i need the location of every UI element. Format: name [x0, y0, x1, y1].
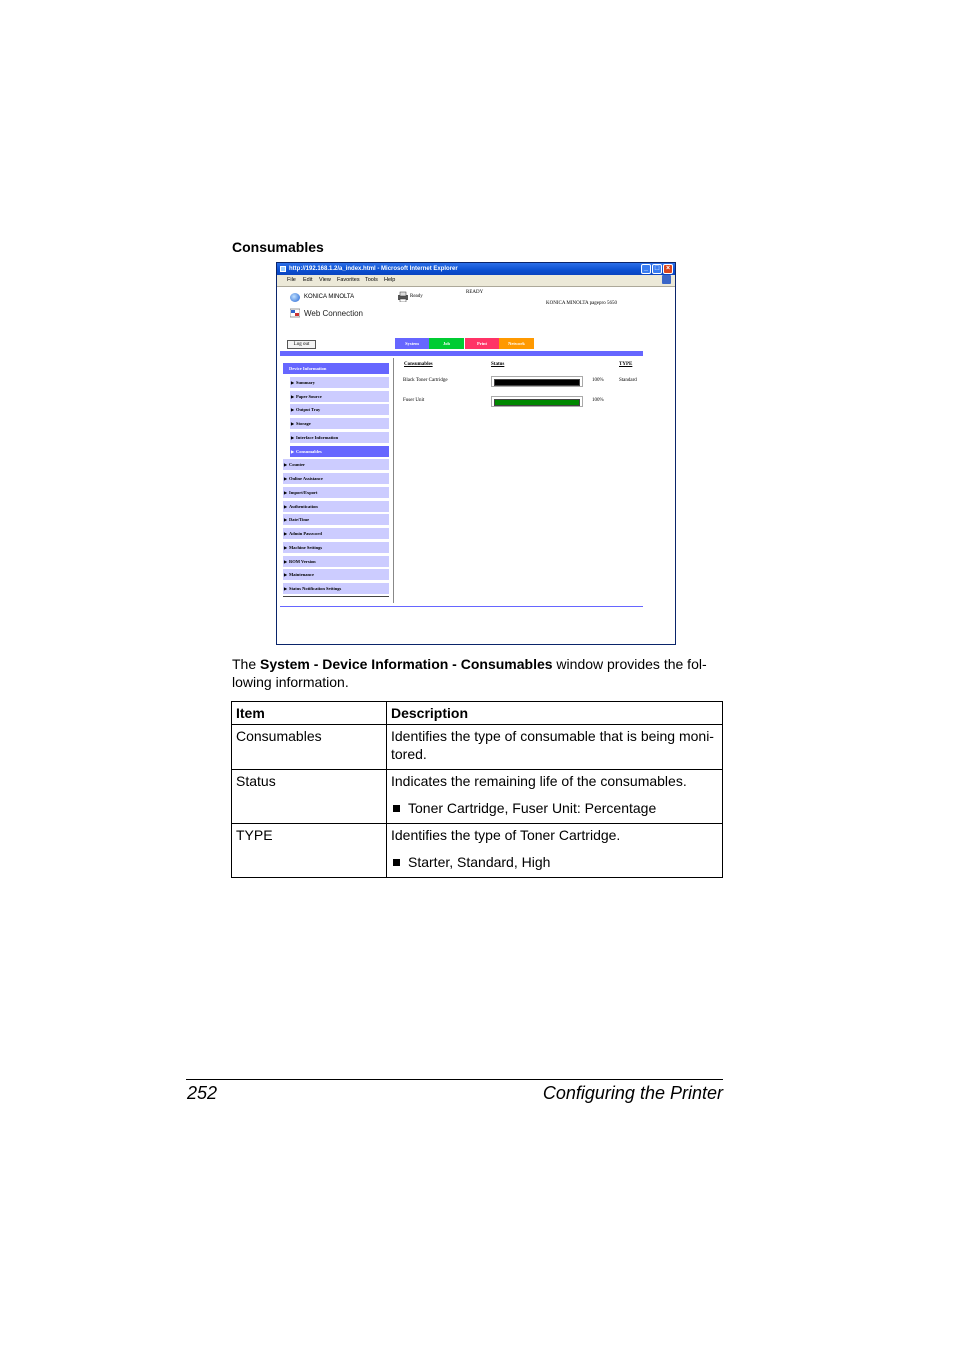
bullet-item — [391, 799, 718, 817]
menu-view[interactable]: View — [319, 277, 331, 283]
bullet-square-icon — [393, 805, 400, 812]
sidebar-item-online-assistance[interactable] — [283, 473, 389, 484]
ie-page-icon — [280, 266, 286, 272]
intro-paragraph — [232, 655, 724, 691]
web-connection-title: Web Connection — [304, 309, 363, 318]
header-description: Description — [387, 702, 723, 725]
tab-network[interactable]: Network — [499, 338, 534, 349]
window-title: http://192.168.1.2/a_index.html - Microsoft Internet Explorer — [289, 266, 458, 272]
sidebar-item-label: Date/Time — [289, 517, 310, 523]
consumable-name: Black Toner Cartridge — [403, 378, 448, 383]
sidebar-item-label: Output Tray — [296, 407, 321, 413]
intro-text-end: window provides the fol-lowing information. — [232, 656, 707, 690]
konica-minolta-logo-icon — [290, 293, 300, 302]
col-type-header: TYPE — [619, 362, 633, 367]
brand-name: KONICA MINOLTA — [304, 294, 355, 300]
sidebar-item-paper-source[interactable] — [290, 391, 389, 402]
sidebar-item-authentication[interactable] — [283, 501, 389, 512]
arrow-right-icon: ▶ — [291, 379, 295, 385]
section-title: Consumables — [232, 239, 324, 255]
browser-screenshot — [276, 262, 676, 645]
minimize-icon[interactable]: _ — [641, 264, 651, 274]
tab-job[interactable]: Job — [429, 338, 464, 349]
bullet-square-icon — [393, 859, 400, 866]
tab-bar-underline — [280, 351, 643, 356]
sidebar-item-label: Consumables — [296, 448, 322, 454]
sidebar-item-label: Storage — [296, 421, 311, 426]
fuser-level-fill — [494, 399, 580, 406]
page-number: 252 — [187, 1083, 218, 1103]
bullet-text: Toner Cartridge, Fuser Unit: Percentage — [408, 800, 657, 816]
tab-print[interactable]: Print — [465, 338, 499, 349]
toner-percent: 100% — [592, 378, 604, 383]
logout-button[interactable]: Log out — [287, 340, 316, 349]
sidebar-item-storage[interactable] — [290, 418, 389, 429]
arrow-right-icon: ▶ — [284, 586, 288, 591]
sidebar-item-device-information[interactable] — [283, 363, 389, 374]
tab-system[interactable]: System — [395, 338, 429, 349]
description-text: Indicates the remaining life of the consumables. — [391, 773, 687, 789]
menu-favorites[interactable]: Favorites — [337, 277, 360, 283]
table-row — [232, 725, 723, 770]
printer-ready-label: Ready — [410, 294, 423, 299]
sidebar-item-date-time[interactable] — [283, 514, 389, 525]
sidebar-item-admin-password[interactable] — [283, 528, 389, 539]
arrow-right-icon: ▶ — [291, 393, 295, 399]
arrow-right-icon: ▶ — [284, 572, 288, 578]
chapter-title: Configuring the Printer — [542, 1083, 723, 1103]
menu-file[interactable]: File — [287, 277, 296, 283]
description-text: Identifies the type of consumable that is being moni-tored. — [391, 728, 714, 762]
sidebar-item-label: Maintenance — [289, 572, 314, 578]
sidebar-item-import-export[interactable] — [283, 487, 389, 498]
menu-bar — [277, 275, 675, 287]
content-divider — [393, 358, 394, 603]
windows-logo-icon — [662, 275, 671, 284]
header-item: Item — [232, 702, 387, 725]
sidebar-item-machine-settings[interactable] — [283, 542, 389, 553]
sidebar-item-label: Authentication — [289, 503, 318, 509]
arrow-right-icon: ▶ — [284, 544, 288, 550]
sidebar-item-summary[interactable] — [290, 377, 389, 388]
item-cell: Consumables — [232, 725, 387, 770]
bullet-text: Starter, Standard, High — [408, 854, 551, 870]
sidebar-item-maintenance[interactable] — [283, 569, 389, 580]
arrow-right-icon: ▶ — [284, 558, 288, 564]
menu-help[interactable]: Help — [384, 277, 396, 283]
close-icon[interactable]: × — [663, 264, 673, 274]
description-cell — [387, 770, 723, 824]
description-cell — [387, 725, 723, 770]
sidebar-item-label: Machine Settings — [289, 544, 323, 550]
pagescope-logo-icon — [290, 308, 300, 318]
sidebar-item-label: Import/Export — [289, 489, 318, 495]
sidebar-item-label: Status Notification Settings — [289, 586, 342, 591]
bullet-item — [391, 853, 718, 871]
sidebar-item-label: Admin Password — [289, 531, 322, 536]
sidebar-item-consumables[interactable] — [290, 446, 389, 457]
toner-level-fill — [494, 379, 580, 386]
arrow-right-icon: ▶ — [291, 421, 295, 426]
intro-bold: System - Device Information - Consumables — [260, 656, 553, 672]
arrow-right-icon: ▶ — [291, 407, 295, 413]
sidebar-item-label: Summary — [296, 379, 315, 385]
arrow-right-icon: ▶ — [284, 489, 288, 495]
col-status-header: Status — [491, 362, 505, 367]
sidebar-item-label: ROM Version — [289, 558, 316, 564]
toner-level-gauge — [491, 376, 583, 387]
intro-text: The — [232, 656, 261, 672]
toner-type: Standard — [619, 378, 637, 383]
sidebar-item-status-notification-settings[interactable] — [283, 583, 389, 594]
table-row — [232, 824, 723, 878]
arrow-right-icon: ▶ — [284, 462, 288, 468]
arrow-right-icon: ▶ — [291, 434, 295, 440]
arrow-right-icon: ▶ — [291, 448, 295, 454]
sidebar-item-label: Interface Information — [296, 434, 339, 440]
arrow-right-icon: ▶ — [284, 517, 288, 523]
printer-icon — [397, 291, 409, 302]
fuser-level-gauge — [491, 396, 583, 407]
sidebar-item-label: Device Information — [289, 366, 327, 371]
sidebar-item-label: Online Assistance — [289, 476, 323, 481]
maximize-icon[interactable]: □ — [652, 264, 662, 274]
menu-tools[interactable]: Tools — [365, 277, 378, 283]
arrow-right-icon: ▶ — [284, 503, 288, 509]
table-row — [232, 770, 723, 824]
consumable-name: Fuser Unit — [403, 398, 425, 403]
sidebar-item-label: Counter — [289, 462, 305, 468]
sidebar-item-interface-information[interactable] — [290, 432, 389, 443]
description-table — [231, 701, 723, 878]
col-consumables-header: Consumables — [404, 362, 433, 367]
footer-rule — [186, 1079, 723, 1080]
menu-edit[interactable]: Edit — [303, 277, 313, 283]
sidebar-item-label: Paper Source — [296, 393, 322, 399]
sidebar-item-output-tray[interactable] — [290, 404, 389, 415]
sidebar-item-rom-version[interactable] — [283, 556, 389, 567]
printer-status: READY — [466, 290, 484, 295]
sidebar-item-counter[interactable] — [283, 459, 389, 470]
content-bottom-rule — [280, 606, 643, 607]
window-titlebar — [277, 263, 675, 275]
item-cell: Status — [232, 770, 387, 824]
description-cell — [387, 824, 723, 878]
item-cell: TYPE — [232, 824, 387, 878]
table-header-row — [232, 702, 723, 725]
fuser-percent: 100% — [592, 398, 604, 403]
printer-model: KONICA MINOLTA pagepro 5650 — [546, 301, 617, 306]
nav-divider — [283, 596, 389, 597]
arrow-right-icon: ▶ — [284, 476, 288, 481]
arrow-right-icon: ▶ — [284, 531, 288, 536]
description-text: Identifies the type of Toner Cartridge. — [391, 827, 621, 843]
